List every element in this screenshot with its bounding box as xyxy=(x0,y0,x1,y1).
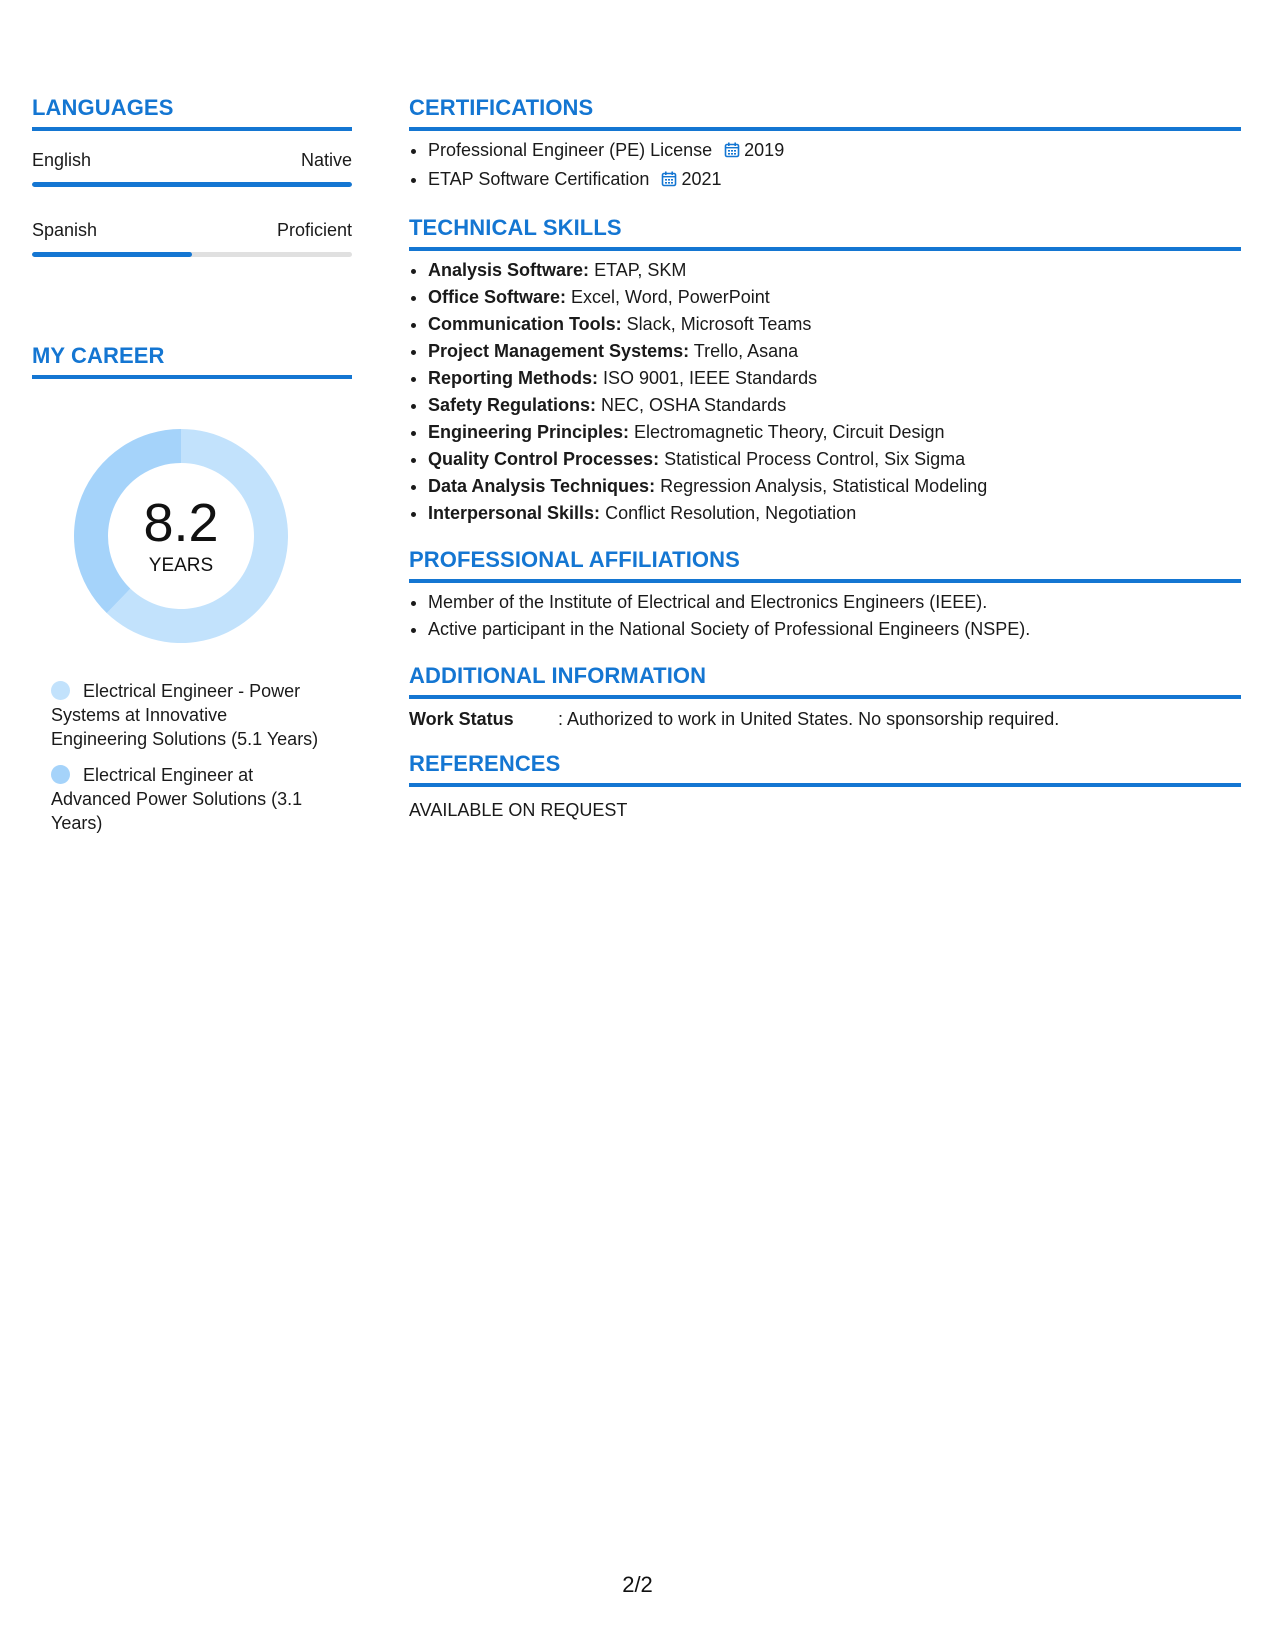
language-row xyxy=(32,131,352,201)
calendar-icon xyxy=(724,139,740,166)
language-level: Native xyxy=(300,150,352,170)
skill-values: ISO 9001, IEEE Standards xyxy=(597,368,818,388)
technical-skills-title: TECHNICAL SKILLS xyxy=(409,213,1241,251)
skill-values: Conflict Resolution, Negotiation xyxy=(600,503,857,523)
skill-values: Trello, Asana xyxy=(689,341,799,361)
page-number: 2/2 xyxy=(622,1572,653,1597)
skill-item xyxy=(428,446,1241,473)
certification-year: 2021 xyxy=(681,169,722,189)
certification-name: ETAP Software Certification xyxy=(428,169,650,189)
skill-item xyxy=(428,473,1241,500)
language-level: Proficient xyxy=(276,220,352,240)
skill-values: Statistical Process Control, Six Sigma xyxy=(659,449,966,469)
technical-skills-list xyxy=(409,257,1241,527)
certification-item xyxy=(428,166,1241,195)
career-role-label: Electrical Engineer at Advanced Power Solutions (3.1 Years) xyxy=(51,765,303,833)
career-role-list xyxy=(51,679,321,835)
affiliations-title: PROFESSIONAL AFFILIATIONS xyxy=(409,545,1241,583)
affiliations-list xyxy=(409,589,1241,643)
skill-item xyxy=(428,419,1241,446)
affiliation-item: • Member of the Institute of Electrical and Electronics Engineers (IEEE). xyxy=(428,589,1241,616)
skill-values: Excel, Word, PowerPoint xyxy=(566,287,770,307)
right-column xyxy=(409,93,1241,840)
references-text: AVAILABLE ON REQUEST xyxy=(409,800,628,820)
skill-item xyxy=(428,311,1241,338)
skill-values: Slack, Microsoft Teams xyxy=(621,314,812,334)
certification-item xyxy=(428,137,1241,166)
language-row xyxy=(32,201,352,271)
career-role-item xyxy=(51,679,321,751)
career-role-label: Electrical Engineer - Power Systems at Innovative Engineering Solutions (5.1 Years) xyxy=(51,681,319,749)
work-status-row xyxy=(409,707,1241,731)
skill-category: Communication Tools: xyxy=(428,314,622,334)
languages-title: LANGUAGES xyxy=(32,93,352,131)
skill-item xyxy=(428,338,1241,365)
skill-category: Reporting Methods: xyxy=(428,368,598,388)
additional-info-section xyxy=(409,661,1241,731)
certifications-list xyxy=(409,137,1241,195)
technical-skills-section xyxy=(409,213,1241,527)
skill-values: ETAP, SKM xyxy=(589,260,687,280)
skill-category: Office Software: xyxy=(428,287,567,307)
skill-item xyxy=(428,365,1241,392)
skill-item xyxy=(428,500,1241,527)
affiliations-section xyxy=(409,545,1241,643)
skill-item xyxy=(428,284,1241,311)
skill-category: Interpersonal Skills: xyxy=(428,503,601,523)
affiliation-item: • Active participant in the National Society of Professional Engineers (NSPE). xyxy=(428,616,1241,643)
skill-category: Quality Control Processes: xyxy=(428,449,660,469)
language-proficiency-fill xyxy=(32,252,192,257)
career-donut-chart xyxy=(66,421,296,651)
work-status-value: : Authorized to work in United States. No sponsorship required. xyxy=(558,709,1060,729)
certifications-title: CERTIFICATIONS xyxy=(409,93,1241,131)
certification-year: 2019 xyxy=(744,140,785,160)
career-title: MY CAREER xyxy=(32,341,352,379)
skill-values: NEC, OSHA Standards xyxy=(596,395,787,415)
left-column xyxy=(32,93,352,847)
language-proficiency-bar xyxy=(32,252,352,257)
career-section xyxy=(32,341,352,835)
language-proficiency-fill xyxy=(32,182,352,187)
skill-values: Electromagnetic Theory, Circuit Design xyxy=(629,422,945,442)
career-total-unit: YEARS xyxy=(148,555,214,576)
career-legend-dot xyxy=(51,765,70,784)
language-name: Spanish xyxy=(32,220,98,240)
languages-section xyxy=(32,93,352,271)
language-name: English xyxy=(32,150,92,170)
additional-info-title: ADDITIONAL INFORMATION xyxy=(409,661,1241,699)
skill-category: Engineering Principles: xyxy=(428,422,630,442)
work-status-label: Work Status xyxy=(409,709,514,729)
skill-category: Project Management Systems: xyxy=(428,341,690,361)
skill-category: Safety Regulations: xyxy=(428,395,597,415)
career-role-item xyxy=(51,763,321,835)
skill-values: Regression Analysis, Statistical Modeling xyxy=(655,476,988,496)
skill-item xyxy=(428,392,1241,419)
career-total-value: 8.2 xyxy=(143,493,219,553)
skill-category: Analysis Software: xyxy=(428,260,590,280)
references-title: REFERENCES xyxy=(409,749,1241,787)
references-section xyxy=(409,749,1241,822)
certification-name: Professional Engineer (PE) License xyxy=(428,140,713,160)
calendar-icon xyxy=(661,168,677,195)
skill-item xyxy=(428,257,1241,284)
skill-category: Data Analysis Techniques: xyxy=(428,476,656,496)
career-legend-dot xyxy=(51,681,70,700)
language-proficiency-bar xyxy=(32,182,352,187)
certifications-section xyxy=(409,93,1241,195)
